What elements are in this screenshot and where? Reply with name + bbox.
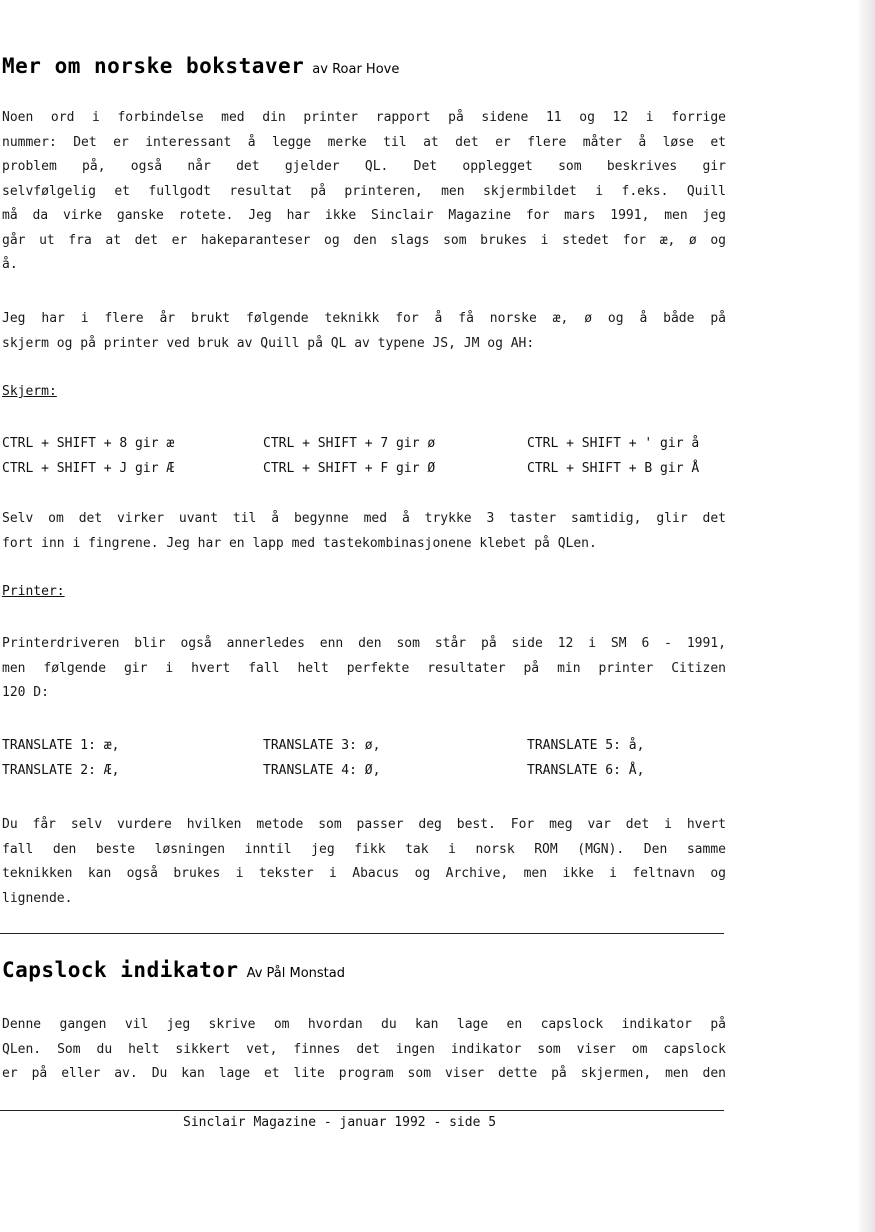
translate-entry: TRANSLATE 1: æ,: [2, 738, 120, 753]
text-line: skjerm og på printer ved bruk av Quill på QL av typene JS, JM og AH:: [2, 335, 535, 351]
article-title: [2, 54, 399, 78]
text-line: må da virke ganske rotete. Jeg har ikke Sinclair Magazine for mars 1991, men jeg: [2, 208, 726, 223]
section-divider: [0, 933, 724, 934]
key-combo: CTRL + SHIFT + B gir Å: [527, 461, 700, 476]
text-line: er på eller av. Du kan lage et lite program som viser dette på skjermen, men den: [2, 1066, 726, 1081]
text-line: selvfølgelig et fullgodt resultat på printeren, men skjermbildet i f.eks. Quill: [2, 183, 726, 199]
text-line: teknikken kan også brukes i tekster i Abacus og Archive, men ikke i feltnavn og: [2, 866, 726, 881]
text-line: men følgende gir i hvert fall helt perfekte resultater på min printer Citizen: [2, 660, 726, 676]
translate-entry: TRANSLATE 6: Å,: [527, 763, 645, 778]
text-line: 120 D:: [2, 685, 49, 700]
key-combo: CTRL + SHIFT + ' gir å: [527, 436, 700, 451]
technique-paragraph: [2, 307, 726, 356]
translate-entry: TRANSLATE 3: ø,: [263, 738, 381, 753]
translate-entry: TRANSLATE 4: Ø,: [263, 763, 381, 778]
article-byline: Av Pål Monstad: [246, 966, 345, 981]
text-line: Denne gangen vil jeg skrive om hvordan du kan lage en capslock indikator på: [2, 1017, 726, 1032]
key-combo: CTRL + SHIFT + 8 gir æ: [2, 436, 175, 451]
text-line: Selv om det virker uvant til å begynne med å trykke 3 taster samtidig, glir det: [2, 511, 726, 526]
screen-note-paragraph: [2, 507, 726, 556]
capslock-paragraph: [2, 1013, 726, 1087]
screen-subheading: Skjerm:: [2, 384, 57, 399]
page-footer: Sinclair Magazine - januar 1992 - side 5: [183, 1115, 497, 1130]
printer-paragraph: [2, 632, 726, 706]
conclusion-paragraph: [2, 813, 726, 911]
text-line: Jeg har i flere år brukt følgende teknikk for å få norske æ, ø og å både på: [2, 311, 726, 326]
key-combo: CTRL + SHIFT + F gir Ø: [263, 461, 436, 476]
article-title-text: Mer om norske bokstaver: [2, 54, 305, 78]
text-line: å.: [2, 257, 18, 272]
text-line: fort inn i fingrene. Jeg har en lapp med tastekombinasjonene klebet på QLen.: [2, 535, 597, 551]
text-line: nummer: Det er interessant å legge merke til at det er flere måter å løse et: [2, 134, 726, 150]
text-line: Du får selv vurdere hvilken metode som passer deg best. For meg var det i hvert: [2, 817, 726, 832]
footer-divider: [0, 1110, 724, 1111]
article-title-text: Capslock indikator: [2, 958, 239, 982]
text-line: problem på, også når det gjelder QL. Det opplegget som beskrives gir: [2, 159, 726, 174]
text-line: går ut fra at det er hakeparanteser og den slags som brukes i stedet for æ, ø og: [2, 232, 726, 248]
key-combo: CTRL + SHIFT + J gir Æ: [2, 461, 175, 476]
article-byline: av Roar Hove: [312, 62, 400, 77]
translate-entry: TRANSLATE 5: å,: [527, 738, 645, 753]
text-line: QLen. Som du helt sikkert vet, finnes det ingen indikator som viser om capslock: [2, 1041, 726, 1057]
printer-subheading: Printer:: [2, 584, 65, 599]
text-line: fall den beste løsningen inntil jeg fikk tak i norsk ROM (MGN). Den samme: [2, 841, 726, 857]
text-line: lignende.: [2, 890, 73, 906]
key-combo: CTRL + SHIFT + 7 gir ø: [263, 436, 436, 451]
text-line: Printerdriveren blir også annerledes enn den som står på side 12 i SM 6 - 1991,: [2, 636, 726, 651]
page-edge-shadow: [859, 0, 875, 1232]
translate-entry: TRANSLATE 2: Æ,: [2, 763, 120, 778]
article-title: [2, 958, 345, 982]
text-line: Noen ord i forbindelse med din printer rapport på sidene 11 og 12 i forrige: [2, 110, 726, 125]
intro-paragraph: [2, 106, 726, 278]
